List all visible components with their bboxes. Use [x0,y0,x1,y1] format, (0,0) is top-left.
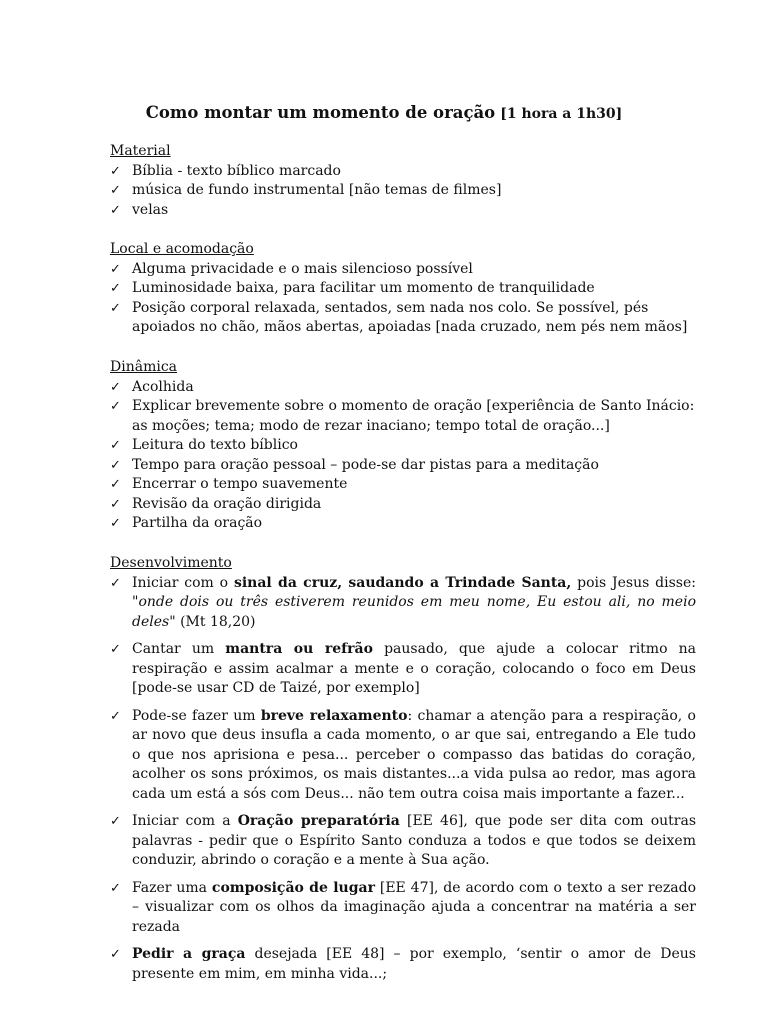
check-icon: ✓ [110,379,121,395]
list-item: ✓ Partilha da oração [110,514,696,534]
list-item: ✓ Leitura do texto bíblico [110,436,696,456]
list-item: ✓ Encerrar o tempo suavemente [110,475,696,495]
section-dinamica [110,358,696,534]
list-item: ✓ música de fundo instrumental [não temas de filmes] [110,181,696,201]
check-icon: ✓ [110,575,121,591]
list-item: ✓ Pedir a graça desejada [EE 48] – por exemplo, ‘sentir o amor de Deus presente em mim, em minha vida...; [110,946,696,982]
list-item: ✓ Bíblia - texto bíblico marcado [110,162,696,182]
title-duration: [1 hora a 1h30] [500,106,623,122]
list-item: ✓ Alguma privacidade e o mais silencioso possível [110,260,696,280]
list-item: ✓ Cantar um mantra ou refrão pausado, que ajude a colocar ritmo na respiração e assim acalmar a mente e o coração, colocando o foco em Deus [pode-se usar CD de Taizé, por exemplo] [110,641,696,696]
dinamica-list [110,378,696,534]
check-icon: ✓ [110,281,121,296]
check-icon: ✓ [110,438,121,453]
section-heading-material: Material [110,143,171,159]
list-item: ✓ Pode-se fazer um breve relaxamento: chamar a atenção para a respiração, o ar novo que deus insufla a cada momento, o ar que sai, entregando a Ele tudo o que nos aprisiona e pesa... perceber o compasso das batidas do coração, acolher os sons próximos, os mais distantes...a vida pulsa ao redor, mas agora cada um está a sós com Deus... não tem outra coisa mais importante a fazer... [110,707,696,802]
list-item: ✓ velas [110,201,696,221]
title-main: Como montar um momento de oração [145,103,496,122]
list-item: ✓ Iniciar com o sinal da cruz, saudando a Trindade Santa, pois Jesus disse: "onde dois ou três estiverem reunidos em meu nome, Eu estou ali, no meio deles" (Mt 18,20) [110,574,696,630]
section-heading-desenvolvimento: Desenvolvimento [110,555,232,571]
check-icon: ✓ [110,880,121,896]
section-material [110,142,696,220]
check-icon: ✓ [110,163,121,179]
check-icon: ✓ [110,477,121,492]
check-icon: ✓ [110,496,121,512]
check-icon: ✓ [110,261,121,277]
section-heading-local: Local e acomodação [110,241,254,257]
list-item: ✓ Iniciar com a Oração preparatória [EE 46], que pode ser dita com outras palavras - pedir que o Espírito Santo conduza a todos e que todos se deixem conduzir, abrindo o coração e a mente à Sua ação. [110,813,697,868]
section-local [110,240,696,338]
check-icon: ✓ [110,202,121,218]
section-desenvolvimento [110,554,696,992]
document-title [0,103,768,122]
check-icon: ✓ [110,814,121,829]
check-icon: ✓ [110,457,121,473]
check-icon: ✓ [110,642,121,657]
check-icon: ✓ [110,183,121,198]
section-heading-dinamica: Dinâmica [110,359,178,375]
list-item: ✓ Posição corporal relaxada, sentados, sem nada nos colo. Se possível, pés apoiados no chão, mãos abertas, apoiadas [nada cruzado, nem pés nem mãos] [110,299,688,335]
list-item: ✓ Luminosidade baixa, para facilitar um momento de tranquilidade [110,279,696,299]
list-item: ✓ Revisão da oração dirigida [110,495,696,515]
list-item: ✓ Explicar brevemente sobre o momento de oração [experiência de Santo Inácio: as moções; tema; modo de rezar inaciano; tempo total de oração...] [110,398,695,434]
check-icon: ✓ [110,399,121,414]
check-icon: ✓ [110,947,121,962]
check-icon: ✓ [110,708,121,724]
check-icon: ✓ [110,300,121,316]
list-item: ✓ Acolhida [110,378,696,398]
local-list [110,260,696,338]
list-item: ✓ Tempo para oração pessoal – pode-se dar pistas para a meditação [110,456,696,476]
material-list [110,162,696,221]
check-icon: ✓ [110,516,121,531]
list-item: ✓ Fazer uma composição de lugar [EE 47], de acordo com o texto a ser rezado – visualizar com os olhos da imaginação ajuda a concentrar na matéria a ser rezada [110,879,696,935]
desenvolvimento-list [110,574,696,985]
